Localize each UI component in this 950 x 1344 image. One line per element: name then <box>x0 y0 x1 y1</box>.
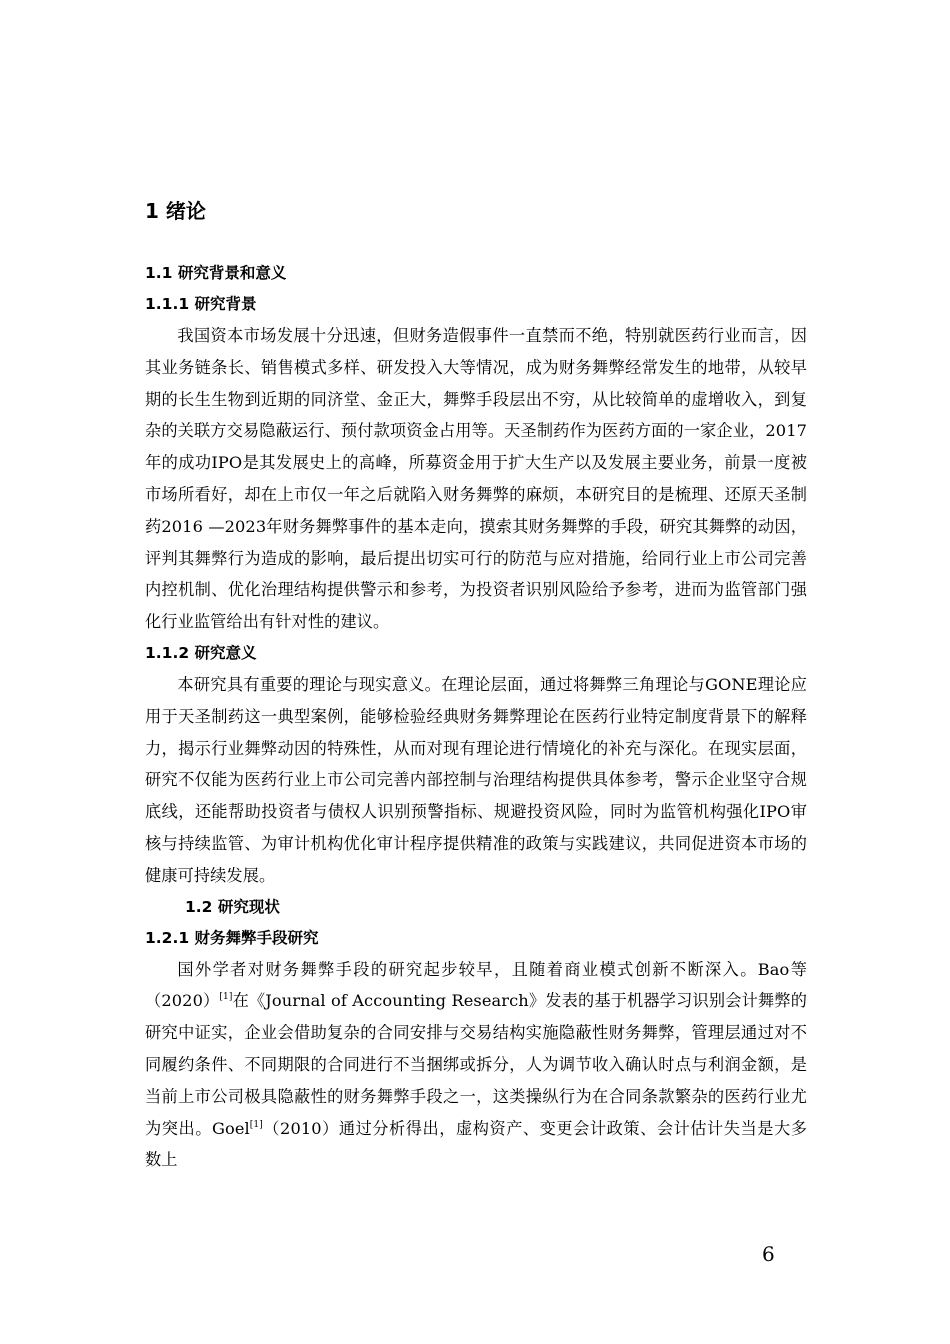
section-heading-1-2-1: 1.2.1 财务舞弊手段研究 <box>145 928 319 947</box>
section-heading-1-2: 1.2 研究现状 <box>185 897 280 916</box>
page-number: 6 <box>762 1242 775 1266</box>
section-heading-1-1: 1.1 研究背景和意义 <box>145 264 287 282</box>
paragraph-fraud-methods <box>145 954 807 1177</box>
chapter-title: 1 绪论 <box>145 199 206 223</box>
paragraph-research-significance: 本研究具有重要的理论与现实意义。在理论层面，通过将舞弊三角理论与GONE理论应用于天圣制药这一典型案例，能够检验经典财务舞弊理论在医药行业特定制度背景下的解释力，揭示行业舞弊动因的特殊性，从而对现有理论进行情境化的补充与深化。在现实层面，研究不仅能为医药行业上市公司完善内部控制与治理结构提供具体参考，警示企业坚守合规底线，还能帮助投资者与债权人识别预警指标、规避投资风险，同时为监管机构强化IPO审核与持续监管、为审计机构优化审计程序提供精准的政策与实践建议，共同促进资本市场的健康可持续发展。 <box>145 674 807 885</box>
citation-ref: [1] <box>219 992 233 1003</box>
section-heading-1-1-1: 1.1.1 研究背景 <box>145 295 257 313</box>
paragraph-text-part-c: （2010）通过分析得出，虚构资产、变更会计政策、会计估计失当是大多数上 <box>145 1118 808 1170</box>
paragraph-research-background: 我国资本市场发展十分迅速，但财务造假事件一直禁而不绝，特别就医药行业而言，因其业务链条长、销售模式多样、研发投入大等情况，成为财务舞弊经常发生的地带，从较早期的长生生物到近期的同济堂、金正大，舞弊手段层出不穷，从比较简单的虚增收入，到复杂的关联方交易隐蔽运行、预付款项资金占用等。天圣制药作为医药方面的一家企业，2017年的成功IPO是其发展史上的高峰，所募资金用于扩大生产以及发展主要业务，前景一度被市场所看好，却在上市仅一年之后就陷入财务舞弊的麻烦，本研究目的是梳理、还原天圣制药2016 —2023年财务舞弊事件的基本走向，摸索其财务舞弊的手段，研究其舞弊的动因，评判其舞弊行为造成的影响，最后提出切实可行的防范与应对措施，给同行业上市公司完善内控机制、优化治理结构提供警示和参考，为投资者识别风险给予参考，进而为监管部门强化行业监管给出有针对性的建议。 <box>145 326 807 632</box>
citation-ref: [1] <box>249 1119 263 1130</box>
paragraph-text-part-b: 在《Journal of Accounting Research》发表的基于机器学习识别会计舞弊的研究中证实，企业会借助复杂的合同安排与交易结构实施隐蔽性财务舞弊，管理层通过对不同履约条件、不同期限的合同进行不当捆绑或拆分，人为调节收入确认时点与利润金额，是当前上市公司极具隐蔽性的财务舞弊手段之一，这类操纵行为在合同条款繁杂的医药行业尤为突出。Goel <box>145 991 808 1138</box>
section-heading-1-1-2: 1.1.2 研究意义 <box>145 643 257 662</box>
paragraph-text-part-a: 国外学者对财务舞弊手段的研究起步较早，且随着商业模式创新不断深入。Bao等（2020） <box>145 959 807 1011</box>
page-body <box>145 196 807 1176</box>
